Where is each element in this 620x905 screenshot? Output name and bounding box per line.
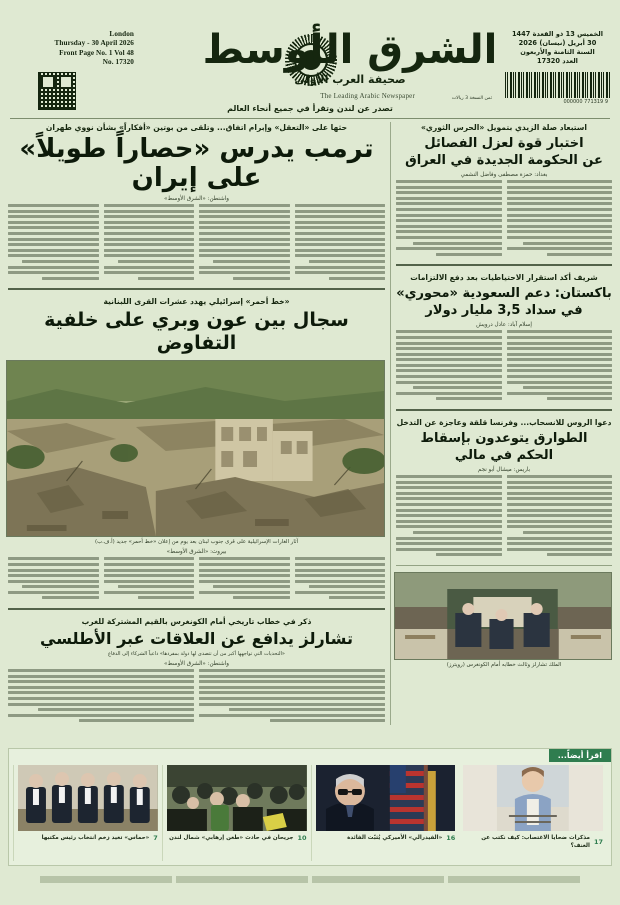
- read-also-text: «الفيدرالي» الأميركي يُثبّت الفائدة: [347, 835, 443, 841]
- read-also-page: 10: [297, 834, 307, 842]
- divider-lead-lebanon: [8, 288, 385, 290]
- story-lead[interactable]: [8, 122, 385, 282]
- read-also-text: مذكرات ضحايا الاغتصاب: كيف نكتب عن العنف؟: [481, 835, 590, 849]
- footer-bar-segment: [40, 876, 172, 883]
- read-also-text: جريحان في حادث «طعن إرهابي» شمال لندن: [169, 835, 294, 841]
- masthead-arabic-info: [505, 30, 610, 66]
- charles-photo[interactable]: [394, 572, 612, 660]
- lebanon-kicker: «خط أحمر» إسرائيلي يهدد عشرات القرى اللبنانية: [103, 297, 290, 307]
- masthead-issue-ar: العدد 17320: [537, 57, 578, 65]
- book-photo-image: [463, 765, 603, 831]
- mali-headline-line1[interactable]: الطوارق يتوعدون بإسقاط: [420, 431, 588, 447]
- masthead-english-info: [14, 30, 134, 68]
- side-column: [390, 122, 612, 725]
- charles-kicker: ذكر في خطاب تاريخي أمام الكونغرس بالقيم المشتركة للغرب: [81, 617, 312, 627]
- barcode: [505, 72, 610, 98]
- london-photo-image: [167, 765, 307, 831]
- divider-pakistan-mali: [396, 409, 612, 411]
- lead-body-text: [8, 204, 385, 282]
- charles-headline[interactable]: تشارلز يدافع عن العلاقات عبر الأطلسي: [40, 629, 353, 649]
- footer-bar-segment: [176, 876, 308, 883]
- newspaper-tagline: The Leading Arabic Newspaper: [320, 92, 415, 100]
- fed-photo[interactable]: [316, 765, 456, 831]
- lebanon-photo-image: [7, 361, 384, 536]
- footer-bar-segment: [448, 876, 580, 883]
- lebanon-photo[interactable]: [6, 360, 385, 537]
- read-also-item-fed[interactable]: [311, 765, 460, 861]
- page-body: [0, 118, 620, 725]
- divider-lebanon-charles: [8, 608, 385, 610]
- footer-colorbar: [40, 876, 580, 883]
- masthead-pageinfo: Front Page No. 1 Vol 48: [59, 48, 134, 57]
- masthead-title-block: [180, 28, 520, 86]
- divider-iraq-pakistan: [396, 264, 612, 266]
- masthead-volume: السنة الثامنة والأربعون: [520, 48, 595, 56]
- masthead-strapline: تصدر عن لندن وتقرأ في جميع أنحاء العالم: [227, 104, 393, 113]
- lead-byline: واشنطن: «الشرق الأوسط»: [164, 196, 229, 202]
- read-also-page: 7: [153, 834, 158, 842]
- lebanon-byline: بيروت: «الشرق الأوسط»: [166, 549, 227, 556]
- story-mali[interactable]: [396, 417, 612, 559]
- charles-subdeck: «التحديات التي تواجهها أكبر من أن تتصدى لها دولة بمفردها» داعياً الشركاء إلى الدفاع: [108, 651, 285, 658]
- read-also-items: [9, 749, 611, 865]
- read-also-item-book[interactable]: [459, 765, 607, 861]
- charles-photo-caption: الملك تشارلز وثالث خطابه أمام الكونغرس (رويترز): [446, 661, 562, 668]
- pakistan-body-text: [396, 330, 612, 403]
- barcode-number: 9 771319 000000: [563, 99, 608, 105]
- mali-kicker: دعوا الروس للانسحاب... وفرنسا قلقة وعاجزة عن التدخل: [396, 418, 612, 428]
- iraq-byline: بغداد: حمزة مصطفى وفاضل النشمي: [460, 172, 548, 178]
- read-also-page: 16: [446, 834, 456, 842]
- main-column: [8, 122, 385, 725]
- read-also-page: 17: [593, 838, 603, 846]
- pakistan-headline-line1[interactable]: باكستان: دعم السعودية «محوري»: [396, 286, 612, 302]
- masthead: [0, 0, 620, 118]
- lebanon-body-text: [8, 557, 385, 602]
- read-also-text: «حماس» تعيد زخم انتخاب رئيس مكتبها: [41, 835, 150, 841]
- charles-byline: واشنطن: «الشرق الأوسط»: [164, 661, 229, 668]
- read-also-strip: [8, 748, 612, 866]
- lead-headline[interactable]: ترمب يدرس «حصاراً طويلاً» على إيران: [19, 134, 374, 193]
- hamas-photo[interactable]: [18, 765, 158, 831]
- story-iraq[interactable]: [396, 122, 612, 258]
- masthead-hijri-date: الخميس 13 ذو القعدة 1447: [511, 30, 604, 38]
- masthead-date-en: Thursday - 30 April 2026: [54, 39, 134, 48]
- lead-kicker: حثها على «التعقل» وإبرام اتفاق... وتلقى من بوتين «أفكاراً» بشأن نووي طهران: [45, 123, 348, 132]
- pakistan-byline: إسلام آباد: عادل درويش: [476, 322, 532, 329]
- story-lebanon[interactable]: [8, 296, 385, 602]
- read-also-item-hamas[interactable]: [13, 765, 162, 861]
- pakistan-kicker: شريف أكد استقرار الاحتياطيات بعد دفع الالتزامات: [410, 273, 598, 283]
- newspaper-logo: الشرق الأوسط: [202, 27, 498, 73]
- mali-headline-line2[interactable]: الحكم في مالي: [454, 448, 554, 464]
- book-photo[interactable]: [463, 765, 603, 831]
- story-pakistan[interactable]: [396, 272, 612, 403]
- read-also-label: اقرأ أيضاً...: [549, 749, 611, 762]
- iraq-headline-line1[interactable]: اختبار قوة لعزل الفصائل: [424, 136, 584, 151]
- divider-mali-photo: [396, 565, 612, 566]
- footer-bar-segment: [312, 876, 444, 883]
- london-photo[interactable]: [167, 765, 307, 831]
- mali-body-text: [396, 475, 612, 559]
- lebanon-photo-caption: آثار الغارات الإسرائيلية على قرى جنوب لبنان بعد يوم من إعلان «خط أحمر» جديد (أ.ف.ب): [94, 539, 299, 546]
- fed-photo-image: [316, 765, 456, 831]
- iraq-body-text: [396, 180, 612, 258]
- masthead-issue-en: No. 17320: [102, 58, 134, 67]
- masthead-city: London: [109, 30, 134, 38]
- pakistan-headline-line2[interactable]: في سداد 3,5 مليار دولار: [425, 303, 583, 319]
- price-note: ثمن النسخة 3 ريالات: [451, 96, 492, 101]
- read-also-item-london[interactable]: [162, 765, 311, 861]
- lebanon-headline[interactable]: سجال بين عون وبري على خلفية التفاوض: [44, 309, 349, 355]
- masthead-greg-date: 30 أبريل (نيسان) 2026: [518, 39, 597, 47]
- mali-byline: باريس: ميشال أبو نجم: [477, 467, 531, 474]
- iraq-headline-line2[interactable]: عن الحكومة الجديدة في العراق: [405, 153, 603, 168]
- newspaper-subtitle: صحيفة العرب الأولى: [294, 73, 406, 86]
- charles-photo-image: [395, 573, 611, 659]
- story-charles[interactable]: [8, 616, 385, 725]
- hamas-photo-image: [18, 765, 158, 831]
- iraq-kicker: استبعاد صلة الزيدي بتمويل «الحرس الثوري»: [421, 123, 587, 132]
